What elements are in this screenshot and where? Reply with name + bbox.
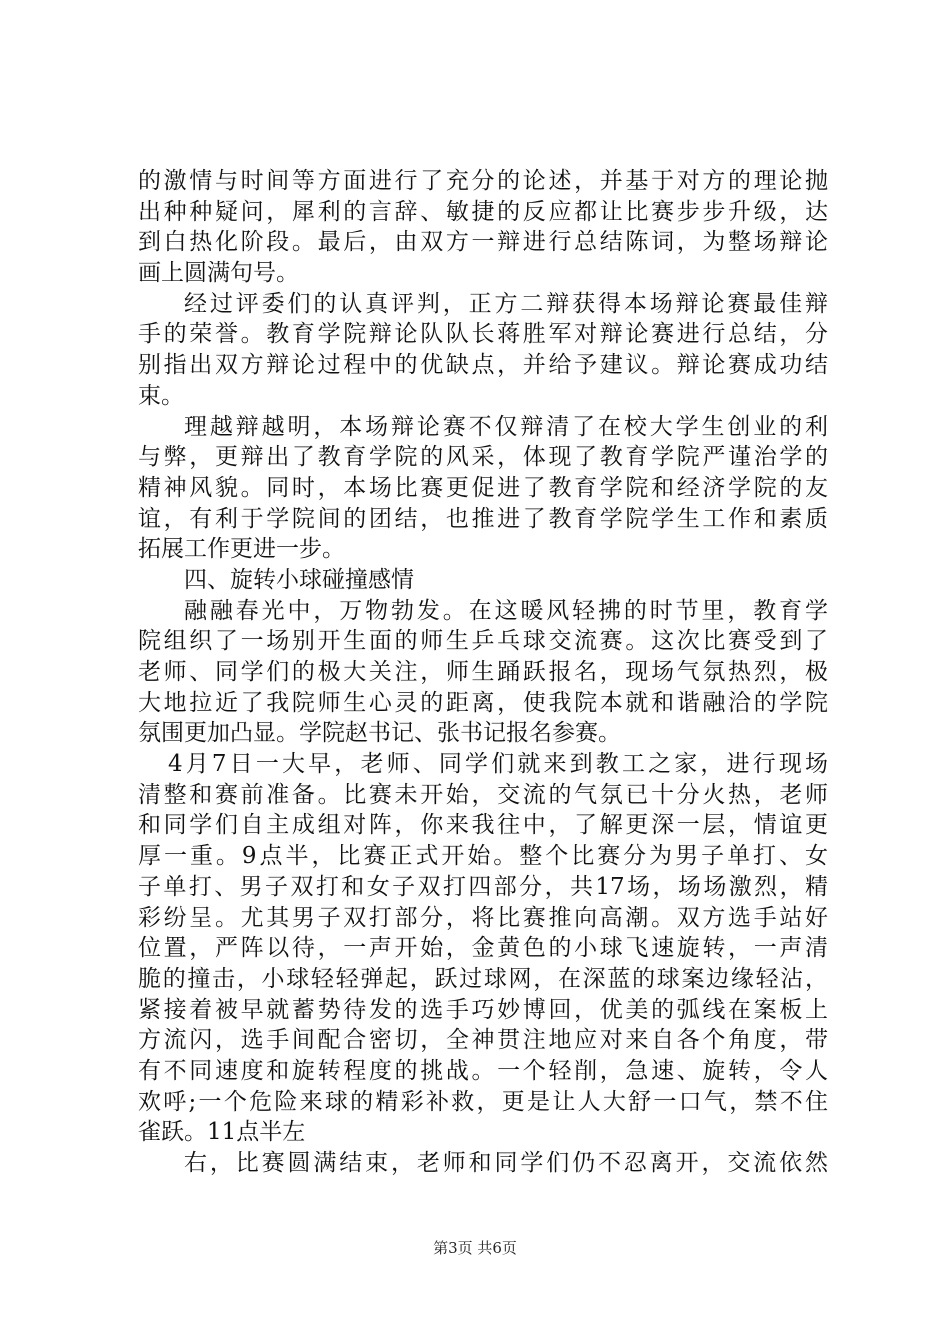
text-line: 雀跃。11点半左 — [138, 1119, 306, 1146]
text-line: 位置，严阵以待，一声开始，金黄色的小球飞速旋转，一声清 — [138, 935, 828, 962]
text-line: 别指出双方辩论过程中的优缺点，并给予建议。辩论赛成功结 — [138, 352, 828, 379]
text-line: 精神风貌。同时，本场比赛更促进了教育学院和经济学院的友 — [138, 474, 828, 501]
paragraph-first-line: 右，比赛圆满结束，老师和同学们仍不忍离开，交流依然 — [184, 1150, 828, 1176]
page-number-footer: 第3页 共6页 — [433, 1239, 517, 1257]
paragraph-first-line: 4月7日一大早，老师、同学们就来到教工之家，进行现场 — [168, 751, 828, 778]
text-line: 脆的撞击，小球轻轻弹起，跃过球网，在深蓝的球案边缘轻沾， — [138, 965, 828, 992]
text-line: 画上圆满句号。 — [138, 260, 299, 287]
text-line: 子单打、男子双打和女子双打四部分，共17场，场场激烈，精 — [138, 873, 828, 900]
text-line: 氛围更加凸显。学院赵书记、张书记报名参赛。 — [138, 720, 621, 747]
paragraph-first-line: 融融春光中，万物勃发。在这暖风轻拂的时节里，教育学 — [184, 597, 828, 624]
section-heading: 四、旋转小球碰撞感情 — [184, 566, 414, 593]
text-line: 清整和赛前准备。比赛未开始，交流的气氛已十分火热，老师 — [138, 781, 828, 808]
text-line: 大地拉近了我院师生心灵的距离，使我院本就和谐融洽的学院 — [138, 689, 828, 716]
text-line: 出种种疑问，犀利的言辞、敏捷的反应都让比赛步步升级，达 — [138, 198, 828, 225]
text-line: 欢呼;一个危险来球的精彩补救，更是让人大舒一口气，禁不住 — [138, 1088, 828, 1115]
text-line: 紧接着被早就蓄势待发的选手巧妙博回，优美的弧线在案板上 — [138, 996, 828, 1023]
text-line: 院组织了一场别开生面的师生乒乓球交流赛。这次比赛受到了 — [138, 628, 828, 655]
text-line: 有不同速度和旋转程度的挑战。一个轻削，急速、旋转，令人 — [138, 1057, 828, 1084]
text-line: 的激情与时间等方面进行了充分的论述，并基于对方的理论抛 — [138, 168, 828, 194]
text-line: 谊，有利于学院间的团结，也推进了教育学院学生工作和素质 — [138, 505, 828, 532]
text-line: 和同学们自主成组对阵，你来我往中，了解更深一层，情谊更 — [138, 812, 828, 839]
paragraph-first-line: 理越辩越明，本场辩论赛不仅辩清了在校大学生创业的利 — [184, 413, 828, 440]
text-line: 到白热化阶段。最后，由双方一辩进行总结陈词，为整场辩论 — [138, 229, 828, 256]
paragraph-first-line: 经过评委们的认真评判，正方二辩获得本场辩论赛最佳辩 — [184, 290, 828, 317]
text-line: 厚一重。9点半，比赛正式开始。整个比赛分为男子单打、女 — [138, 843, 828, 870]
text-line: 与弊，更辩出了教育学院的风采，体现了教育学院严谨治学的 — [138, 444, 828, 471]
text-line: 束。 — [138, 382, 184, 409]
text-line: 彩纷呈。尤其男子双打部分，将比赛推向高潮。双方选手站好 — [138, 904, 828, 931]
text-line: 手的荣誉。教育学院辩论队队长蒋胜军对辩论赛进行总结，分 — [138, 321, 828, 348]
text-line: 拓展工作更进一步。 — [138, 536, 345, 563]
text-line: 方流闪，选手间配合密切，全神贯注地应对来自各个角度，带 — [138, 1027, 828, 1054]
text-line: 老师、同学们的极大关注，师生踊跃报名，现场气氛热烈，极 — [138, 659, 828, 685]
body-text — [138, 166, 828, 1179]
